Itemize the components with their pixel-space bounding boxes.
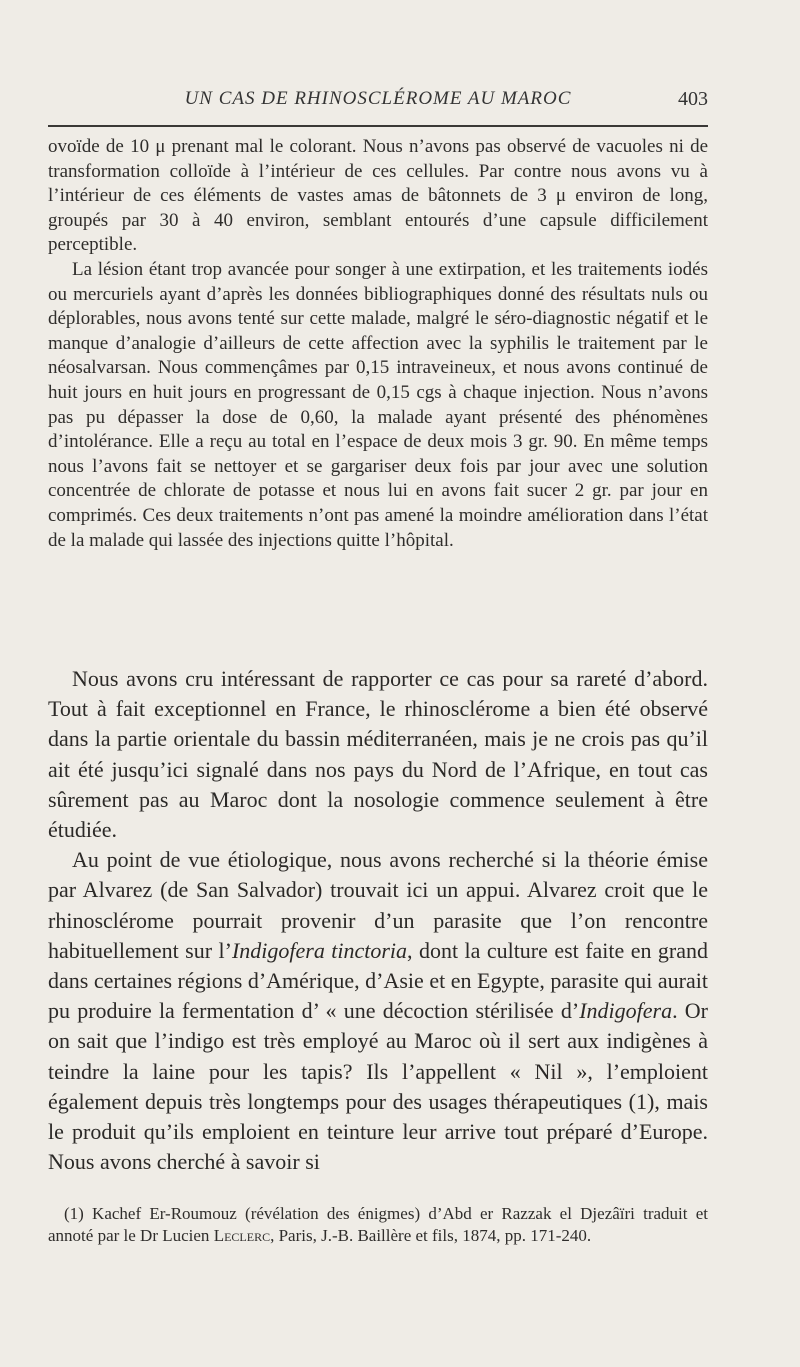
footnote [48, 1203, 708, 1246]
etiology-text-c: . Or on sait que l’indigo est très employé au Maroc où il sert aux indigènes à teindre la laine pour les tapis? Ils l’appellent « Nil », l’emploient également depuis très longtemps pour des usages thérapeutiques (1), mais le produit qu’ils emploient en teinture leur arrive tout préparé d’Europe. Nous avons cherché à savoir si [48, 998, 709, 1175]
footnote-text-a: (1) Kachef Er-Roumouz (révélation des énigmes) d’Abd er Razzak el Djezâïri traduit et annoté par le Dr Lucien [48, 1204, 708, 1245]
paragraph-etiology [48, 845, 708, 1177]
page-number: 403 [678, 88, 708, 110]
running-title: UN CAS DE RHINOSCLÉROME AU MAROC [184, 88, 572, 109]
footnote-text-b: , Paris, J.-B. Baillère et fils, 1874, pp. 171-240. [270, 1225, 592, 1245]
paragraph-rarity: Nous avons cru intéressant de rapporter ce cas pour sa rareté d’abord. Tout à fait exceptionnel en France, le rhinosclérome a bien été observé dans la partie orientale du bassin méditerranéen, mais je ne crois pas qu’il ait été jusqu’ici signalé dans nos pays du Nord de l’Afrique, en tout cas sûrement pas au Maroc dont la nosologie commence seulement à être étudiée. [48, 666, 708, 843]
header-rule [48, 125, 708, 127]
case-report-text [48, 135, 708, 553]
paragraph-cell-description: ovoïde de 10 μ prenant mal le colorant. Nous n’avons pas observé de vacuoles ni de transformation colloïde à l’intérieur de ces cellules. Par contre nous avons vu à l’intérieur de ces éléments de vastes amas de bâtonnets de 3 μ environ de long, groupés par 30 à 40 environ, semblant entourés d’une capsule difficilement perceptible. [48, 136, 708, 256]
etiology-text-b: , dont la culture est faite en grand dans certaines régions d’Amérique, d’Asie et en Egypte, parasite qui aurait pu produire la fermentation d’ « une décoction stérilisée d’ [48, 937, 709, 1024]
footnote-author: Leclerc [213, 1225, 271, 1245]
discussion-text [48, 664, 708, 1177]
etiology-text-a: Au point de vue étiologique, nous avons recherché si la théorie émise par Alvarez (de San Salvador) trouvait ici un appui. Alvarez croit que le rhinosclérome pourrait provenir d’un parasite que l’on rencontre habituellement sur l’ [48, 847, 708, 963]
paragraph-treatment: La lésion étant trop avancée pour songer à une extirpation, et les traitements iodés ou mercuriels ayant d’après les données bibliographiques donné des résultats nuls ou déplorables, nous avons tenté sur cette malade, malgré le séro-diagnostic négatif et le manque d’analogie d’ailleurs de cette affection avec la syphilis le traitement par le néosalvarsan. Nous commençâmes par 0,15 intraveineux, et nous avons continué de huit jours en huit jours en progressant de 0,15 cgs à chaque injection. Nous n’avons pas pu dépasser la dose de 0,60, la malade ayant présenté des phénomènes d’intolérance. Elle a reçu au total en l’espace de deux mois 3 gr. 90. En même temps nous l’avons fait se nettoyer et se gargariser deux fois par jour avec une solution concentrée de chlorate de potasse et nous lui en avons fait sucer 2 gr. par jour en comprimés. Ces deux traitements n’ont pas amené la moindre amélioration dans l’état de la malade qui lassée des injections quitte l’hôpital. [48, 258, 708, 551]
genus-name-indigofera: Indigofera [579, 998, 673, 1024]
species-name-indigofera-tinctoria: Indigofera tinctoria [231, 937, 408, 963]
running-head [48, 84, 708, 114]
footnote-1 [48, 1203, 708, 1246]
